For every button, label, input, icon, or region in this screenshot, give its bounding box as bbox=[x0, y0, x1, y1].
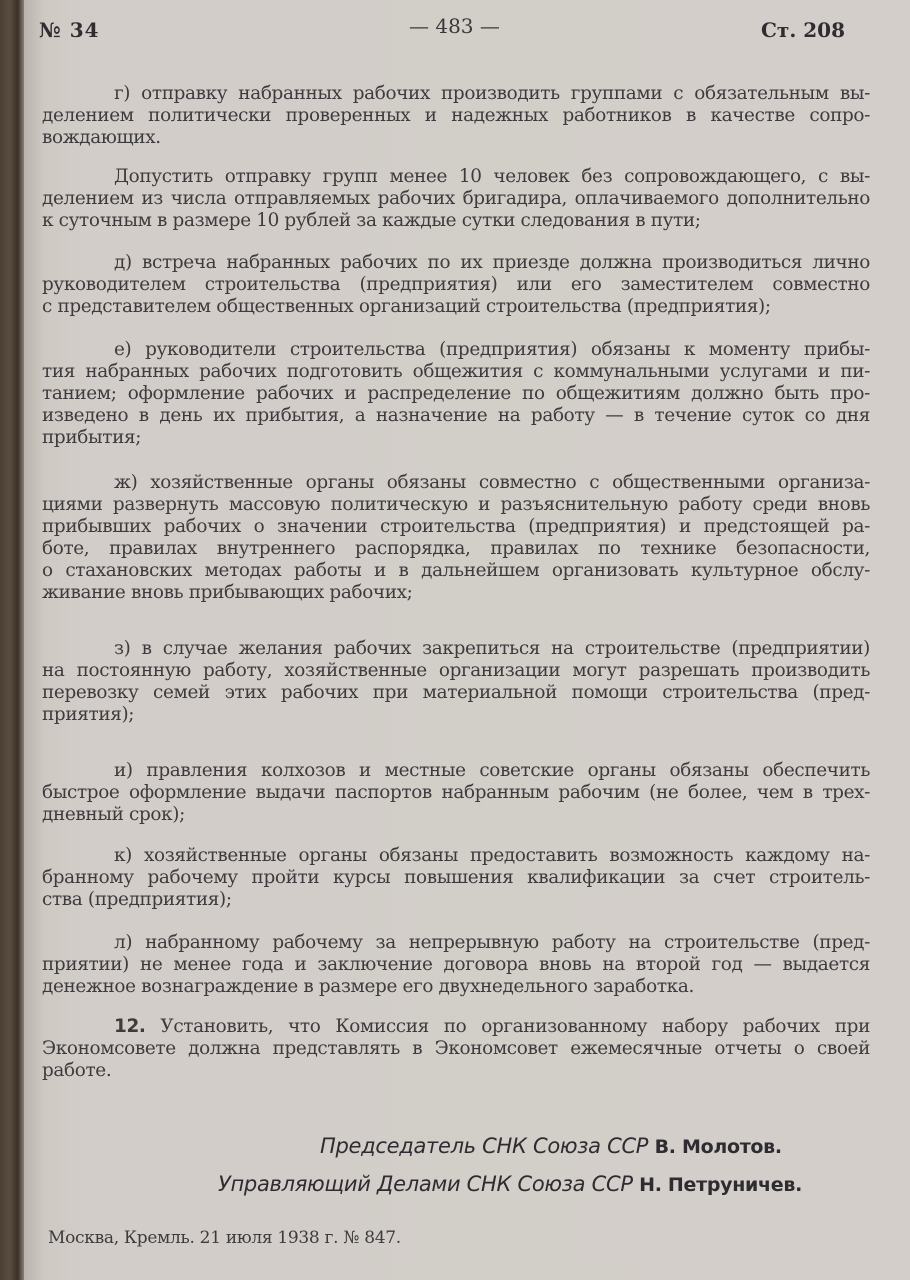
paragraph-12 bbox=[42, 1016, 870, 1082]
text-line: денежное вознаграждение в размере его двухнедельного заработка. bbox=[42, 976, 694, 997]
text-line: л) набранному рабочему за непрерывную работу на строительстве (пред- bbox=[114, 932, 870, 953]
signature-chairman bbox=[320, 1134, 782, 1158]
text-line: приятии) не менее года и заключение договора вновь на второй год — выдается bbox=[42, 954, 870, 975]
text-line: циями развернуть массовую политическую и разъяснительную работу среди вновь bbox=[42, 494, 870, 515]
place-date-number: Москва, Кремль. 21 июля 1938 г. № 847. bbox=[48, 1228, 401, 1248]
text-line: бранному рабочему пройти курсы повышения квалификации за счет строитель- bbox=[42, 867, 870, 888]
text-line: приятия); bbox=[42, 704, 135, 725]
paragraph-z bbox=[42, 638, 870, 726]
text-line: работе. bbox=[42, 1060, 112, 1081]
paragraph-zh bbox=[42, 472, 870, 604]
text-line: перевозку семей этих рабочих при материальной помощи строительства (пред- bbox=[42, 682, 870, 703]
text-line: тия набранных рабочих подготовить общежития с коммунальными услугами и пи- bbox=[42, 361, 870, 382]
signature-name: В. Молотов. bbox=[654, 1136, 782, 1158]
text-line: Допустить отправку групп менее 10 человек без сопровождающего, с вы- bbox=[114, 166, 870, 187]
signature-name: Н. Петруничев. bbox=[639, 1174, 803, 1196]
page-number: — 483 — bbox=[409, 14, 500, 38]
issue-number: № 34 bbox=[39, 18, 100, 42]
text-line: о стахановских методах работы и в дальнейшем организовать культурное обслу- bbox=[42, 560, 870, 581]
text-line: делением из числа отправляемых рабочих бригадира, оплачиваемого дополнительно bbox=[42, 188, 870, 209]
text-line: вождающих. bbox=[42, 127, 161, 148]
signature-title: Председатель СНК Союза ССР bbox=[320, 1134, 649, 1158]
text-line: боте, правилах внутреннего распорядка, правилах по технике безопасности, bbox=[42, 538, 870, 559]
text-line: изведено в день их прибытия, а назначение на работу — в течение суток со дня bbox=[42, 405, 870, 426]
signature-manager bbox=[218, 1172, 802, 1196]
paragraph-l bbox=[42, 932, 870, 998]
text-line: быстрое оформление выдачи паспортов набранным рабочим (не более, чем в трех- bbox=[42, 782, 870, 803]
text-line-content: Установить, что Комиссия по организованному набору рабочих при bbox=[160, 1016, 870, 1037]
section-number: 12. bbox=[114, 1016, 146, 1037]
text-line: ж) хозяйственные органы обязаны совместно с общественными организа- bbox=[114, 472, 870, 493]
page-header bbox=[39, 14, 845, 48]
book-binding-edge bbox=[0, 0, 24, 1280]
document-page bbox=[24, 0, 910, 1280]
paragraph-g bbox=[42, 83, 870, 149]
text-line: г) отправку набранных рабочих производить группами с обязательным вы- bbox=[114, 83, 870, 104]
text-line: з) в случае желания рабочих закрепиться на строительстве (предприятии) bbox=[114, 638, 870, 659]
text-line: на постоянную работу, хозяйственные организации могут разрешать производить bbox=[42, 660, 870, 681]
text-line: ства (предприятия); bbox=[42, 889, 232, 910]
text-line: танием; оформление рабочих и распределение по общежитиям должно быть про- bbox=[42, 383, 870, 404]
text-line: с представителем общественных организаций строительства (предприятия); bbox=[42, 296, 771, 317]
text-line: Экономсовете должна представлять в Экономсовет ежемесячные отчеты о своей bbox=[42, 1038, 870, 1059]
paragraph-g-continuation bbox=[42, 166, 870, 232]
text-line: прибывших рабочих о значении строительства (предприятия) и предстоящей ра- bbox=[42, 516, 870, 537]
article-number: Ст. 208 bbox=[761, 18, 845, 42]
text-line: руководителем строительства (предприятия) или его заместителем совместно bbox=[42, 274, 870, 295]
text-line: д) встреча набранных рабочих по их приезде должна производиться лично bbox=[114, 252, 870, 273]
paragraph-i bbox=[42, 760, 870, 826]
text-line: прибытия; bbox=[42, 427, 142, 448]
paragraph-k bbox=[42, 845, 870, 911]
text-line: и) правления колхозов и местные советские органы обязаны обеспечить bbox=[114, 760, 870, 781]
signature-title: Управляющий Делами СНК Союза ССР bbox=[218, 1172, 633, 1196]
text-line: делением политически проверенных и надежных работников в качестве сопро- bbox=[42, 105, 870, 126]
text-line: к) хозяйственные органы обязаны предоставить возможность каждому на- bbox=[114, 845, 870, 866]
text-line: живание вновь прибывающих рабочих; bbox=[42, 582, 413, 603]
paragraph-e bbox=[42, 339, 870, 449]
paragraph-d bbox=[42, 252, 870, 318]
text-line: е) руководители строительства (предприятия) обязаны к моменту прибы- bbox=[114, 339, 870, 360]
text-line bbox=[42, 1016, 870, 1038]
text-line: к суточным в размере 10 рублей за каждые сутки следования в пути; bbox=[42, 210, 701, 231]
text-line: дневный срок); bbox=[42, 804, 185, 825]
